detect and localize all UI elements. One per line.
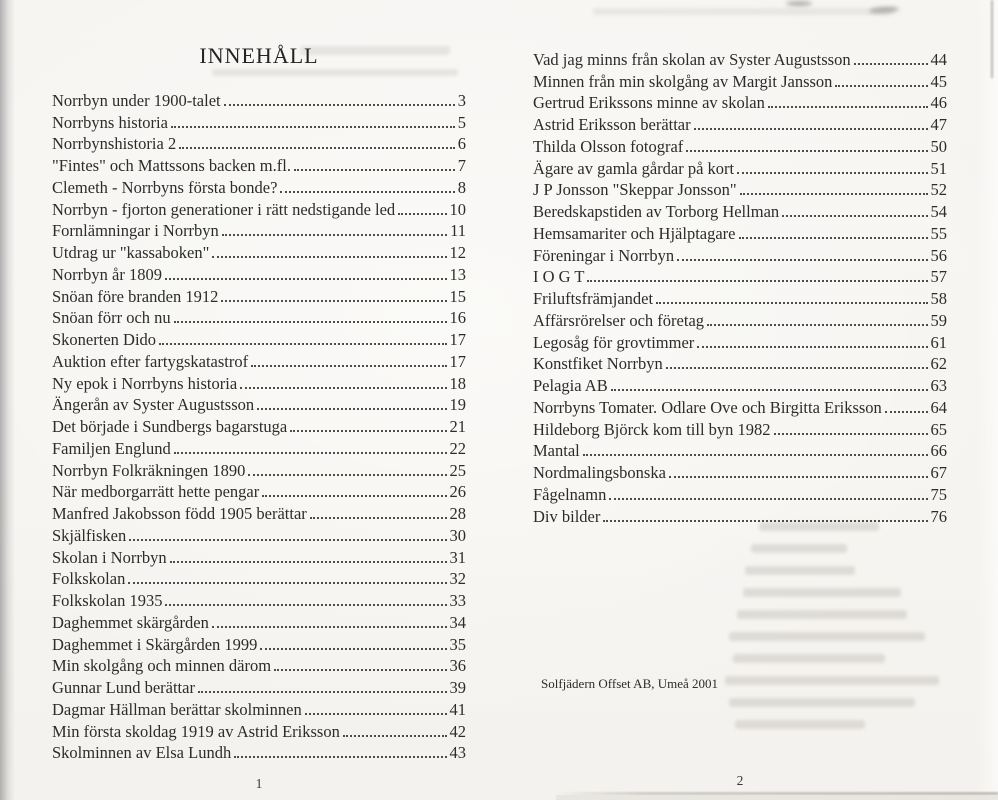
toc-entry (533, 373, 947, 395)
dot-leader (165, 604, 446, 606)
toc-entry-page: 30 (449, 525, 466, 545)
dot-leader (737, 172, 927, 174)
dot-leader (294, 169, 455, 171)
toc-entry-page: 44 (930, 49, 947, 69)
dot-leader (179, 147, 455, 149)
toc-entry (52, 654, 466, 676)
toc-entry-title: Det började i Sundbergs bagarstuga (52, 417, 288, 436)
dot-leader (686, 150, 927, 152)
toc-entry-page: 11 (450, 221, 466, 241)
dot-leader (128, 582, 446, 584)
toc-page-right (533, 47, 947, 526)
toc-entry-page: 63 (930, 376, 947, 395)
dot-leader (234, 756, 446, 758)
dot-leader (248, 474, 446, 476)
toc-entry-page: 51 (930, 158, 947, 178)
toc-entry-page: 58 (930, 289, 947, 308)
toc-entry-title: Skjälfisken (52, 525, 127, 545)
dot-leader (257, 408, 446, 410)
toc-page-left (52, 44, 466, 762)
toc-entry (52, 588, 466, 610)
toc-entry-page: 64 (930, 397, 947, 417)
dot-leader (222, 234, 447, 236)
toc-entry-page: 28 (449, 504, 466, 523)
toc-entry-title: Astrid Eriksson berättar (533, 115, 691, 134)
toc-entry-page: 66 (930, 441, 947, 461)
toc-entry (533, 91, 947, 113)
toc-entry-title: Ängerån av Syster Augustsson (52, 395, 255, 415)
folio-page-number-right: 2 (736, 773, 744, 788)
toc-entry-page: 50 (930, 136, 947, 156)
toc-entry-title: Hemsamariter och Hjälptagare (533, 223, 736, 243)
dot-leader (290, 430, 446, 432)
toc-entry-title: I O G T (533, 267, 585, 287)
toc-entry-page: 61 (930, 332, 947, 352)
toc-entry (533, 330, 947, 352)
toc-entry-page: 62 (930, 354, 947, 374)
toc-entry-title: Snöan före branden 1912 (52, 286, 219, 306)
toc-entry-title: Minnen från min skolgång av Margit Jansson (533, 71, 833, 91)
dot-leader (280, 191, 454, 193)
toc-entry-title: Auktion efter fartygskatastrof (52, 351, 249, 371)
toc-entry (52, 219, 466, 241)
toc-entry-title: Norrbynshistoria 2 (52, 134, 177, 154)
toc-entry-title: Folkskolan (52, 569, 126, 589)
dot-leader (854, 63, 928, 65)
toc-entry (52, 262, 466, 284)
toc-entry-title: Legosåg för grovtimmer (533, 332, 695, 352)
toc-entry-title: Ny epok i Norrbyns historia (52, 373, 238, 393)
dot-leader (587, 280, 927, 282)
toc-entry-title: "Fintes" och Mattssons backen m.fl. (52, 156, 291, 175)
scan-edge-right-highlight (977, 0, 998, 800)
toc-entry-title: Folkskolan 1935 (52, 591, 163, 610)
toc-entry-title: Gertrud Erikssons minne av skolan (533, 93, 765, 113)
toc-entry-page: 32 (449, 569, 466, 589)
toc-entry-page: 15 (449, 286, 466, 306)
toc-entry-page: 43 (449, 743, 466, 763)
dot-leader (343, 735, 447, 737)
toc-entry (533, 265, 947, 287)
dot-leader (212, 626, 447, 628)
toc-entry (533, 482, 947, 504)
toc-entry (52, 741, 466, 763)
toc-entry-page: 46 (930, 93, 947, 113)
toc-entry-page: 6 (457, 134, 466, 154)
toc-entry-title: Ägare av gamla gårdar på kort (533, 158, 735, 178)
dot-leader (159, 343, 446, 345)
toc-entry-page: 26 (449, 482, 466, 502)
toc-entry-page: 25 (449, 460, 466, 480)
toc-entry (52, 414, 466, 436)
toc-entry-title: Manfred Jakobsson född 1905 berättar (52, 504, 307, 523)
dot-leader (240, 387, 446, 389)
dot-leader (677, 259, 927, 261)
dot-leader (739, 237, 928, 239)
toc-entry (52, 523, 466, 545)
toc-entry-page: 59 (930, 310, 947, 330)
toc-entry-page: 19 (449, 395, 466, 415)
dot-leader (611, 389, 928, 391)
toc-entry-page: 75 (930, 484, 947, 504)
toc-entry (52, 501, 466, 523)
toc-entry-page: 16 (449, 308, 466, 328)
toc-entry (52, 719, 466, 741)
toc-entry (533, 178, 947, 200)
toc-entry-title: Föreningar i Norrbyn (533, 245, 675, 265)
toc-entry (533, 460, 947, 482)
dot-leader (174, 452, 447, 454)
toc-entry (52, 197, 466, 219)
toc-entry (52, 480, 466, 502)
toc-entry-page: 13 (449, 264, 466, 284)
toc-entry-page: 7 (457, 156, 466, 175)
toc-entry-title: Norrbyn år 1809 (52, 264, 162, 284)
toc-entry-title: Thilda Olsson fotograf (533, 136, 684, 156)
toc-entry-page: 39 (449, 678, 466, 697)
toc-entry-title: Mantal (533, 441, 580, 461)
dot-leader (669, 476, 928, 478)
toc-entry-title: Konstfiket Norrbyn (533, 354, 663, 374)
toc-entry-title: Gunnar Lund berättar (52, 678, 195, 697)
toc-entry-page: 52 (930, 180, 947, 200)
toc-entry-title: Div bilder (533, 506, 601, 526)
toc-entry-page: 12 (449, 243, 466, 262)
toc-entry-title: Pelagia AB (533, 376, 608, 395)
toc-entry-page: 47 (930, 115, 947, 134)
scan-smudge (786, 1, 812, 6)
toc-entry-page: 45 (930, 71, 947, 91)
toc-entry-title: Hildeborg Björck kom till byn 1982 (533, 419, 771, 439)
toc-entry (533, 504, 947, 526)
toc-entry (533, 395, 947, 417)
dot-leader (310, 517, 447, 519)
dot-leader (694, 128, 928, 130)
toc-entry (533, 286, 947, 308)
dot-leader (707, 324, 927, 326)
toc-entry (52, 240, 466, 262)
dot-leader (262, 495, 446, 497)
toc-entry-page: 41 (449, 699, 466, 719)
toc-entry-page: 21 (449, 417, 466, 436)
toc-entry (533, 243, 947, 265)
toc-entry-title: Daghemmet skärgården (52, 612, 209, 632)
toc-entry-page: 10 (449, 199, 466, 219)
toc-entry (52, 306, 466, 328)
toc-entry (533, 112, 947, 134)
dot-leader (782, 215, 927, 217)
toc-entry-title: Vad jag minns från skolan av Syster Augustsson (533, 49, 851, 69)
toc-entry (52, 153, 466, 175)
dot-leader (260, 648, 446, 650)
dot-leader (768, 106, 928, 108)
toc-entry-page: 31 (449, 547, 466, 567)
dot-leader (221, 300, 446, 302)
bleed-through-ghost-top-right (533, 8, 947, 25)
dot-leader (398, 213, 446, 215)
toc-entry (52, 132, 466, 154)
toc-entry (533, 199, 947, 221)
toc-entry-page: 65 (930, 419, 947, 439)
toc-entry-title: Nordmalingsbonska (533, 463, 666, 482)
toc-entry (533, 221, 947, 243)
toc-entry-title: Beredskapstiden av Torborg Hellman (533, 202, 780, 221)
page-bottom-edge-fade (556, 795, 998, 800)
toc-entry-title: Skonerten Dido (52, 330, 157, 349)
toc-entry-page: 34 (449, 612, 466, 632)
toc-entry (52, 284, 466, 306)
dot-leader (609, 498, 927, 500)
toc-entry-title: Norrbyn Folkräkningen 1890 (52, 460, 246, 480)
dot-leader (212, 256, 446, 258)
toc-entry (52, 88, 466, 110)
dot-leader (666, 367, 928, 369)
toc-entry (52, 545, 466, 567)
toc-entry-page: 5 (457, 112, 466, 132)
dot-leader (305, 713, 447, 715)
toc-entry-page: 42 (449, 721, 466, 741)
dot-leader (274, 669, 446, 671)
toc-entry (52, 675, 466, 697)
toc-entry (52, 458, 466, 480)
toc-entry (52, 393, 466, 415)
folio-page-number-left: 1 (255, 776, 263, 791)
toc-entry-title: Familjen Englund (52, 438, 171, 458)
toc-entry-page: 18 (449, 373, 466, 393)
toc-entry-page: 36 (449, 656, 466, 676)
toc-entry-page: 67 (930, 463, 947, 482)
dot-leader (774, 433, 928, 435)
dot-leader (171, 126, 455, 128)
toc-entry-page: 17 (449, 330, 466, 349)
dot-leader (174, 321, 447, 323)
toc-entry-title: Norrbyns historia (52, 112, 168, 132)
toc-heading: INNEHÅLL (199, 43, 319, 68)
toc-entry (52, 567, 466, 589)
toc-list-right (533, 47, 947, 526)
toc-entry-title: Friluftsfrämjandet (533, 289, 654, 308)
toc-entry (52, 610, 466, 632)
toc-entry-page: 55 (930, 223, 947, 243)
toc-entry-title: Min skolgång och minnen därom (52, 656, 272, 676)
toc-entry (533, 439, 947, 461)
dot-leader (224, 104, 455, 106)
dot-leader (740, 193, 928, 195)
toc-entry-page: 8 (457, 177, 466, 197)
dot-leader (603, 520, 927, 522)
toc-entry-title: Snöan förr och nu (52, 308, 171, 328)
toc-entry (533, 47, 947, 69)
toc-entry-title: Clemeth - Norrbyns första bonde? (52, 177, 278, 197)
toc-entry-title: Fornlämningar i Norrbyn (52, 221, 219, 241)
toc-entry (52, 632, 466, 654)
toc-list-left (52, 88, 466, 762)
toc-entry-title: Utdrag ur "kassaboken" (52, 243, 210, 262)
toc-entry (533, 156, 947, 178)
toc-entry-title: Fågelnamn (533, 484, 607, 504)
toc-entry-page: 35 (449, 634, 466, 654)
toc-entry (533, 69, 947, 91)
toc-entry-title: J P Jonsson "Skeppar Jonsson" (533, 180, 737, 200)
toc-entry (52, 371, 466, 393)
dot-leader (251, 365, 446, 367)
toc-entry (533, 134, 947, 156)
toc-entry (52, 349, 466, 371)
toc-entry-title: När medborgarrätt hette pengar (52, 482, 260, 502)
toc-entry-title: Skolan i Norrbyn (52, 547, 167, 567)
dot-leader (835, 85, 927, 87)
toc-entry-title: Min första skoldag 1919 av Astrid Eriksson (52, 721, 340, 741)
toc-entry-page: 54 (930, 202, 947, 221)
toc-entry-page: 22 (449, 438, 466, 458)
toc-entry (533, 308, 947, 330)
toc-entry (52, 175, 466, 197)
scan-edge-right-line (991, 0, 993, 78)
toc-entry (52, 110, 466, 132)
scan-edge-left-shadow (0, 0, 15, 800)
toc-entry (533, 417, 947, 439)
toc-entry-title: Skolminnen av Elsa Lundh (52, 743, 232, 763)
toc-entry-page: 17 (449, 351, 466, 371)
dot-leader (165, 278, 447, 280)
toc-entry-page: 3 (457, 90, 466, 110)
toc-entry (52, 436, 466, 458)
dot-leader (170, 561, 447, 563)
dot-leader (583, 454, 928, 456)
toc-entry-page: 33 (449, 591, 466, 610)
toc-entry-title: Norrbyn - fjorton generationer i rätt nedstigande led (52, 199, 396, 219)
toc-entry-page: 57 (930, 267, 947, 287)
toc-entry-page: 76 (930, 506, 947, 526)
dot-leader (198, 691, 447, 693)
dot-leader (885, 411, 928, 413)
printer-imprint: Solfjädern Offset AB, Umeå 2001 (541, 676, 719, 691)
toc-entry-title: Daghemmet i Skärgården 1999 (52, 634, 258, 654)
dot-leader (656, 302, 927, 304)
toc-entry-title: Dagmar Hällman berättar skolminnen (52, 699, 302, 719)
dot-leader (129, 539, 446, 541)
toc-entry-title: Norrbyn under 1900-talet (52, 90, 221, 110)
bleed-through-ghost-right (533, 522, 947, 742)
dot-leader (697, 346, 927, 348)
toc-entry-page: 56 (930, 245, 947, 265)
toc-entry (52, 697, 466, 719)
toc-entry (52, 327, 466, 349)
toc-entry-title: Affärsrörelser och företag (533, 310, 705, 330)
toc-entry (533, 352, 947, 374)
toc-entry-title: Norrbyns Tomater. Odlare Ove och Birgitta Eriksson (533, 397, 882, 417)
